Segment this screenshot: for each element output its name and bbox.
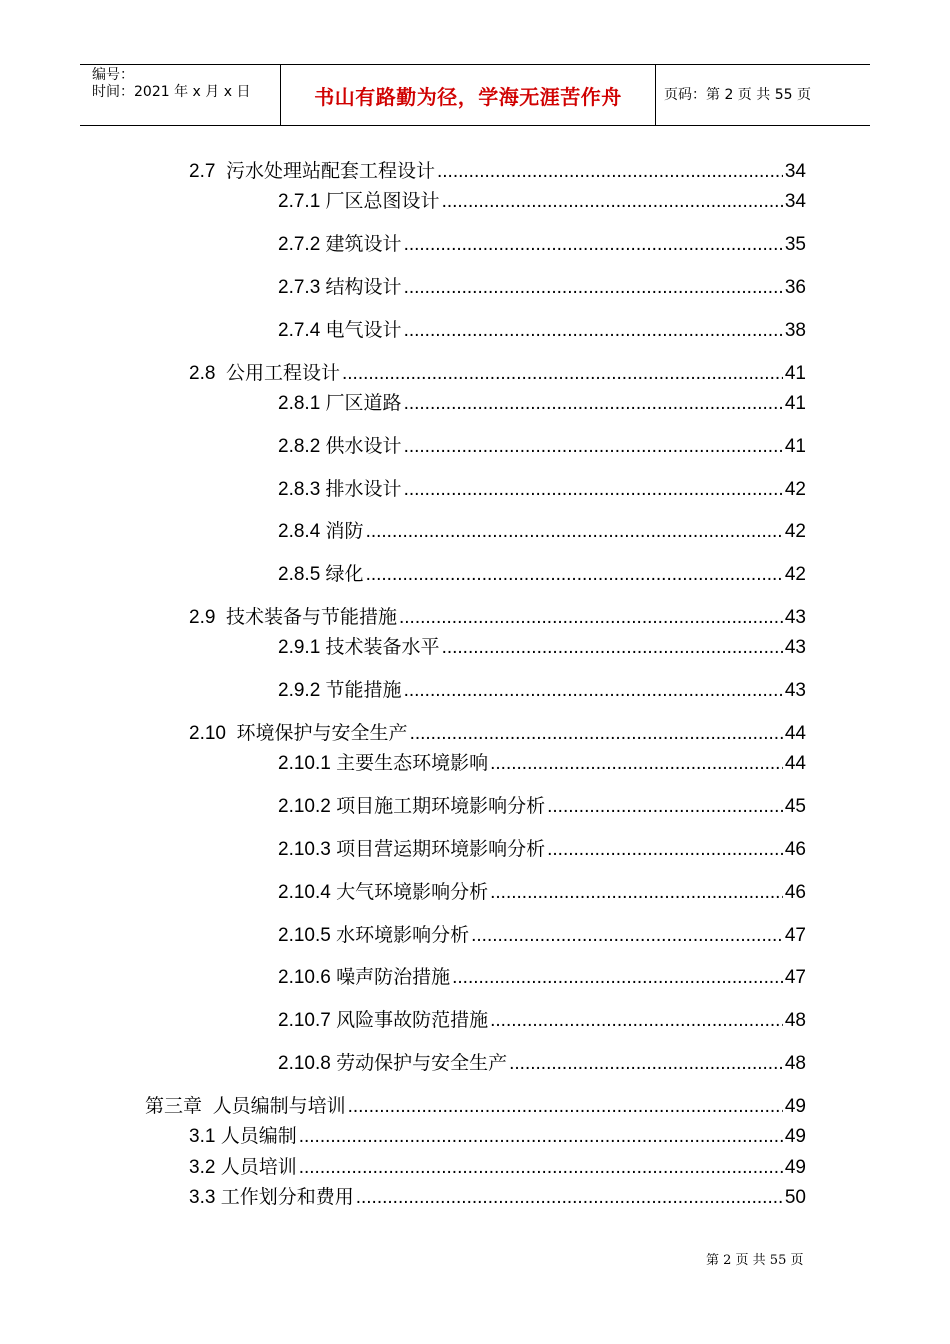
toc-dot-leader — [471, 923, 783, 949]
toc-entry-page: 42 — [784, 564, 806, 585]
toc-entry-title: 排水设计 — [325, 478, 402, 500]
toc-entry-number: 2.9.2 — [278, 680, 326, 701]
toc-entry-page: 42 — [784, 521, 806, 542]
toc-dot-leader — [366, 562, 783, 588]
toc-entry-title: 大气环境影响分析 — [336, 881, 489, 903]
toc-entry-page: 47 — [784, 925, 806, 946]
toc-entry-number: 3.3 — [189, 1187, 221, 1208]
toc-entry-number: 3.2 — [189, 1157, 221, 1178]
toc-dot-leader — [404, 232, 783, 258]
toc-entry-number: 2.7.1 — [278, 191, 326, 212]
toc-entry[interactable] — [189, 1154, 806, 1180]
toc-entry-page: 43 — [784, 607, 806, 628]
toc-entry-number: 2.7.3 — [278, 277, 326, 298]
toc-entry-page: 43 — [784, 637, 806, 658]
toc-entry-title: 污水处理站配套工程设计 — [225, 160, 435, 182]
toc-entry[interactable] — [278, 433, 806, 459]
toc-entry-title: 建筑设计 — [325, 233, 402, 255]
toc-dot-leader — [442, 635, 783, 661]
toc-entry[interactable] — [189, 604, 806, 630]
toc-entry-number: 2.10.3 — [278, 839, 337, 860]
toc-entry-number: 2.8.3 — [278, 479, 326, 500]
header-motto: 书山有路勤为径，学海无涯苦作舟 — [314, 84, 622, 109]
toc-entry-title: 绿化 — [325, 563, 364, 585]
toc-entry-page: 50 — [784, 1187, 806, 1208]
toc-entry[interactable] — [278, 518, 806, 544]
toc-dot-leader — [452, 965, 783, 991]
toc-entry[interactable] — [278, 1050, 806, 1076]
toc-entry-number: 2.8.5 — [278, 564, 326, 585]
toc-entry[interactable] — [145, 1093, 806, 1119]
toc-entry[interactable] — [189, 158, 806, 184]
toc-dot-leader — [490, 1008, 783, 1034]
toc-entry[interactable] — [189, 1123, 806, 1149]
toc-entry[interactable] — [278, 750, 806, 776]
toc-entry-title: 人员培训 — [220, 1156, 297, 1178]
toc-entry[interactable] — [189, 1184, 806, 1210]
toc-dot-leader — [366, 519, 783, 545]
toc-dot-leader — [342, 361, 783, 387]
toc-entry-title: 厂区道路 — [325, 392, 402, 414]
toc-entry-number: 2.10.8 — [278, 1053, 337, 1074]
toc-entry-number: 2.10.5 — [278, 925, 337, 946]
toc-entry-number: 2.9 — [189, 607, 226, 628]
toc-entry-page: 48 — [784, 1010, 806, 1031]
toc-entry-number: 2.8.2 — [278, 436, 326, 457]
toc-entry-page: 49 — [784, 1126, 806, 1147]
header-meta-cell — [80, 65, 280, 125]
toc-entry-page: 42 — [784, 479, 806, 500]
toc-entry[interactable] — [278, 317, 806, 343]
toc-entry-title: 供水设计 — [325, 435, 402, 457]
toc-entry[interactable] — [278, 964, 806, 990]
toc-entry-title: 结构设计 — [325, 276, 402, 298]
toc-entry-title: 人员编制与培训 — [212, 1095, 346, 1117]
toc-entry-title: 节能措施 — [325, 679, 402, 701]
toc-dot-leader — [442, 189, 783, 215]
toc-entry-number: 第三章 — [145, 1096, 213, 1117]
toc-entry-page: 46 — [784, 882, 806, 903]
toc-dot-leader — [490, 880, 783, 906]
toc-entry-number: 2.10.7 — [278, 1010, 337, 1031]
toc-entry-title: 水环境影响分析 — [336, 924, 470, 946]
toc-entry[interactable] — [278, 476, 806, 502]
toc-entry-page: 49 — [784, 1096, 806, 1117]
toc-entry-title: 环境保护与安全生产 — [236, 722, 408, 744]
toc-entry-title: 技术装备水平 — [325, 636, 440, 658]
toc-dot-leader — [399, 605, 783, 631]
toc-entry-number: 2.8.4 — [278, 521, 326, 542]
toc-entry[interactable] — [278, 188, 806, 214]
toc-entry-page: 44 — [784, 723, 806, 744]
document-date: 时间：2021 年 x 月 x 日 — [92, 84, 251, 100]
toc-entry-page: 41 — [784, 393, 806, 414]
toc-entry-page: 34 — [784, 191, 806, 212]
toc-entry[interactable] — [278, 793, 806, 819]
toc-entry-title: 工作划分和费用 — [220, 1186, 354, 1208]
toc-entry-number: 2.8 — [189, 363, 226, 384]
toc-dot-leader — [404, 318, 783, 344]
toc-entry-title: 主要生态环境影响 — [336, 752, 489, 774]
toc-dot-leader — [437, 159, 783, 185]
toc-entry-number: 2.7.4 — [278, 320, 326, 341]
toc-entry[interactable] — [278, 561, 806, 587]
toc-dot-leader — [410, 721, 783, 747]
toc-entry-number: 2.10.1 — [278, 753, 337, 774]
toc-entry-title: 公用工程设计 — [225, 362, 340, 384]
header-motto-cell — [280, 65, 656, 125]
toc-entry[interactable] — [278, 1007, 806, 1033]
toc-dot-leader — [547, 794, 783, 820]
toc-entry[interactable] — [278, 879, 806, 905]
toc-entry[interactable] — [278, 634, 806, 660]
toc-entry[interactable] — [278, 836, 806, 862]
toc-entry-number: 2.10 — [189, 723, 237, 744]
toc-entry-number: 2.8.1 — [278, 393, 326, 414]
toc-entry-title: 项目施工期环境影响分析 — [336, 795, 546, 817]
toc-entry-title: 技术装备与节能措施 — [225, 606, 397, 628]
toc-entry-page: 43 — [784, 680, 806, 701]
toc-entry-page: 44 — [784, 753, 806, 774]
toc-entry-page: 49 — [784, 1157, 806, 1178]
header-page-info: 页码：第 2 页 共 55 页 — [664, 87, 811, 103]
toc-entry[interactable] — [189, 720, 806, 746]
toc-dot-leader — [404, 391, 783, 417]
header-page-cell — [656, 65, 870, 125]
toc-entry[interactable] — [278, 677, 806, 703]
toc-entry-page: 47 — [784, 967, 806, 988]
toc-dot-leader — [404, 678, 783, 704]
toc-entry-page: 41 — [784, 363, 806, 384]
toc-entry-title: 消防 — [325, 520, 364, 542]
toc-entry-page: 45 — [784, 796, 806, 817]
toc-entry-title: 电气设计 — [325, 319, 402, 341]
toc-entry-page: 48 — [784, 1053, 806, 1074]
toc-entry-title: 人员编制 — [220, 1125, 297, 1147]
toc-entry-number: 2.7.2 — [278, 234, 326, 255]
toc-entry[interactable] — [278, 274, 806, 300]
toc-dot-leader — [547, 837, 783, 863]
toc-entry-page: 38 — [784, 320, 806, 341]
toc-entry-number: 2.10.2 — [278, 796, 337, 817]
toc-entry-number: 2.9.1 — [278, 637, 326, 658]
toc-dot-leader — [404, 434, 783, 460]
toc-dot-leader — [490, 751, 783, 777]
toc-entry-number: 3.1 — [189, 1126, 221, 1147]
toc-entry-number: 2.7 — [189, 161, 226, 182]
toc-dot-leader — [348, 1094, 783, 1120]
toc-entry-page: 34 — [784, 161, 806, 182]
toc-entry-page: 35 — [784, 234, 806, 255]
toc-dot-leader — [356, 1185, 783, 1211]
toc-dot-leader — [404, 275, 783, 301]
page-footer: 第 2 页 共 55 页 — [706, 1253, 804, 1268]
toc-entry-title: 厂区总图设计 — [325, 190, 440, 212]
toc-entry[interactable] — [278, 922, 806, 948]
toc-entry-number: 2.10.4 — [278, 882, 337, 903]
toc-dot-leader — [509, 1051, 783, 1077]
toc-dot-leader — [299, 1155, 783, 1181]
toc-entry-page: 41 — [784, 436, 806, 457]
document-code-label: 编号： — [92, 67, 134, 83]
toc-entry-title: 风险事故防范措施 — [336, 1009, 489, 1031]
page-header — [80, 64, 870, 126]
toc-entry-page: 36 — [784, 277, 806, 298]
toc-entry-number: 2.10.6 — [278, 967, 337, 988]
toc-entry-page: 46 — [784, 839, 806, 860]
toc-entry-title: 噪声防治措施 — [336, 966, 451, 988]
toc-entry[interactable] — [189, 360, 806, 386]
toc-entry-title: 劳动保护与安全生产 — [336, 1052, 508, 1074]
toc-entry[interactable] — [278, 390, 806, 416]
toc-entry-title: 项目营运期环境影响分析 — [336, 838, 546, 860]
toc-entry[interactable] — [278, 231, 806, 257]
toc-dot-leader — [404, 477, 783, 503]
toc-dot-leader — [299, 1124, 783, 1150]
